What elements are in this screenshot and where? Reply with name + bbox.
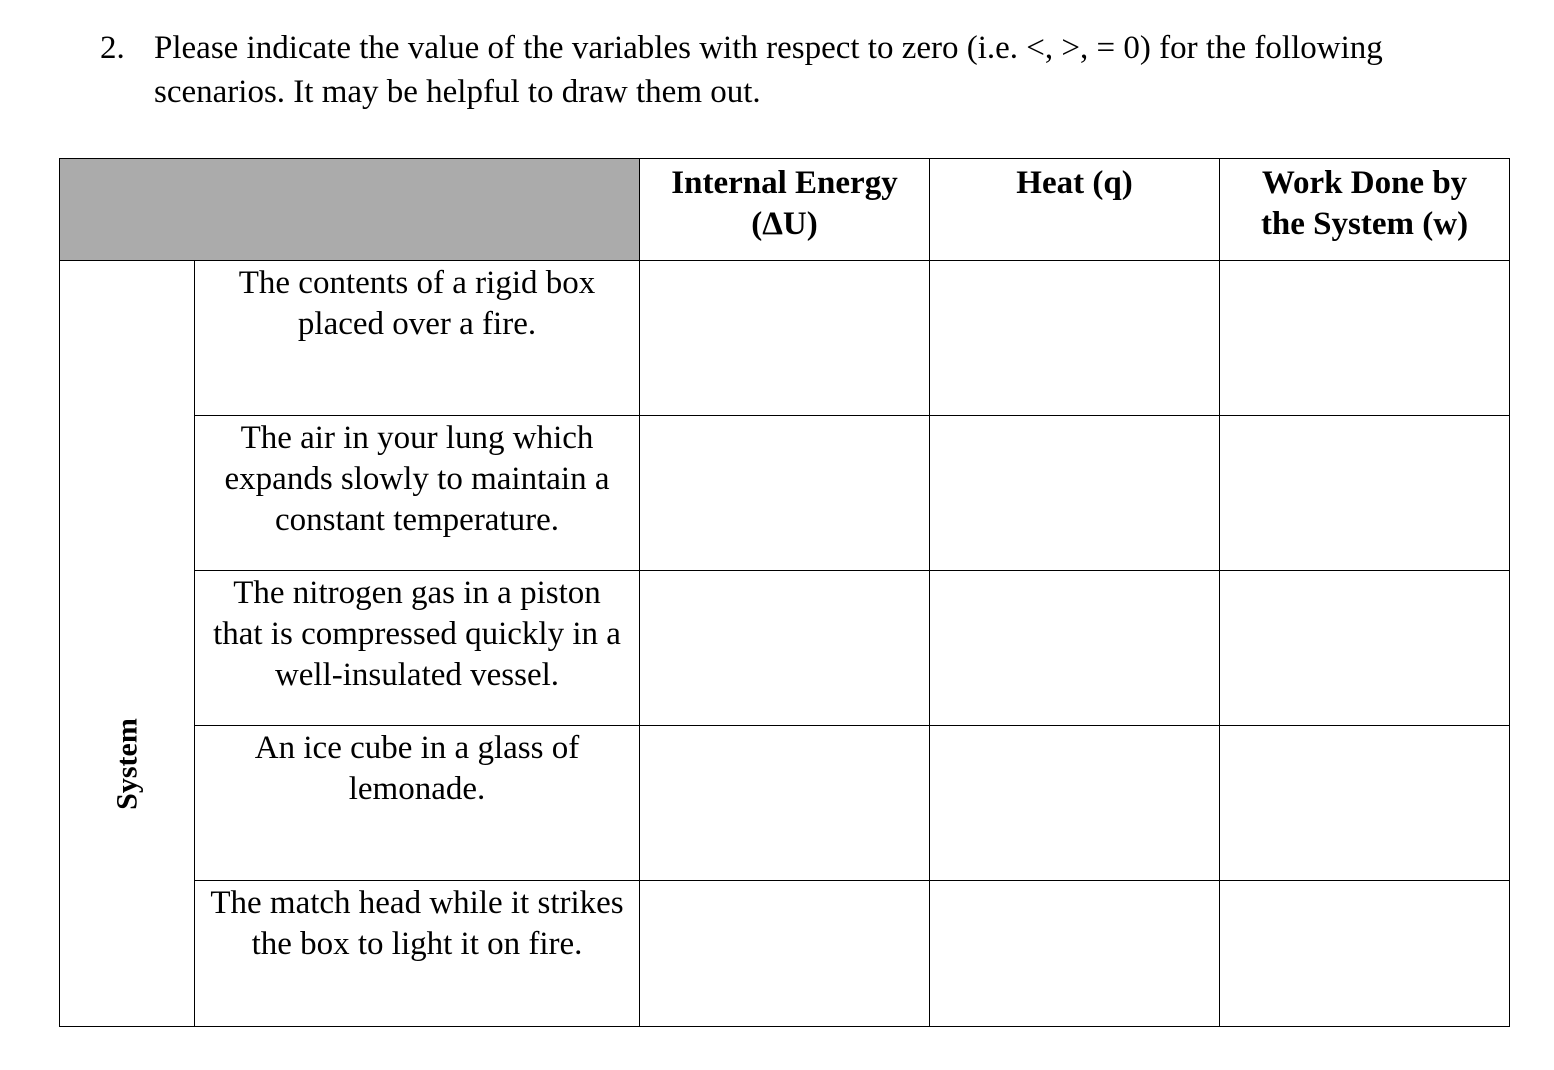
work-answer-cell[interactable] (1220, 881, 1510, 1027)
internal-energy-answer-cell[interactable] (640, 261, 930, 416)
table-row (60, 881, 1510, 1027)
question-number: 2. (100, 30, 125, 66)
heat-answer-cell[interactable] (930, 726, 1220, 881)
column-header-line: the System (w) (1260, 206, 1469, 242)
column-header-internal-energy (640, 159, 930, 261)
question-text: Please indicate the value of the variables with respect to zero (i.e. <, >, = 0) for the following scenarios. It may be helpful to draw them out. (154, 30, 1383, 110)
column-header-line: Internal Energy (671, 165, 898, 201)
system-row-header (60, 261, 195, 1027)
heat-answer-cell[interactable] (930, 571, 1220, 726)
question-prompt (100, 26, 1500, 114)
work-answer-cell[interactable] (1220, 726, 1510, 881)
internal-energy-answer-cell[interactable] (640, 416, 930, 571)
shaded-corner-cell (60, 159, 640, 261)
work-answer-cell[interactable] (1220, 416, 1510, 571)
scenario-cell: The match head while it strikes the box to light it on fire. (195, 881, 640, 1027)
heat-answer-cell[interactable] (930, 261, 1220, 416)
table-row (60, 726, 1510, 881)
column-header-line: Heat (q) (1016, 165, 1133, 201)
scenario-table (59, 158, 1510, 1027)
system-label: System (110, 717, 144, 810)
column-header-heat (930, 159, 1220, 261)
table-row (60, 416, 1510, 571)
scenario-cell: The nitrogen gas in a piston that is compressed quickly in a well-insulated vessel. (195, 571, 640, 726)
table-row (60, 571, 1510, 726)
column-header-line: Work Done by (1261, 165, 1468, 201)
column-header-line: (ΔU) (751, 206, 818, 242)
column-header-work (1220, 159, 1510, 261)
work-answer-cell[interactable] (1220, 261, 1510, 416)
heat-answer-cell[interactable] (930, 881, 1220, 1027)
internal-energy-answer-cell[interactable] (640, 726, 930, 881)
table-header-row (60, 159, 1510, 261)
work-answer-cell[interactable] (1220, 571, 1510, 726)
scenario-cell: The contents of a rigid box placed over a fire. (195, 261, 640, 416)
table-row (60, 261, 1510, 416)
scenario-cell: The air in your lung which expands slowly to maintain a constant temperature. (195, 416, 640, 571)
internal-energy-answer-cell[interactable] (640, 881, 930, 1027)
scenario-cell: An ice cube in a glass of lemonade. (195, 726, 640, 881)
internal-energy-answer-cell[interactable] (640, 571, 930, 726)
heat-answer-cell[interactable] (930, 416, 1220, 571)
